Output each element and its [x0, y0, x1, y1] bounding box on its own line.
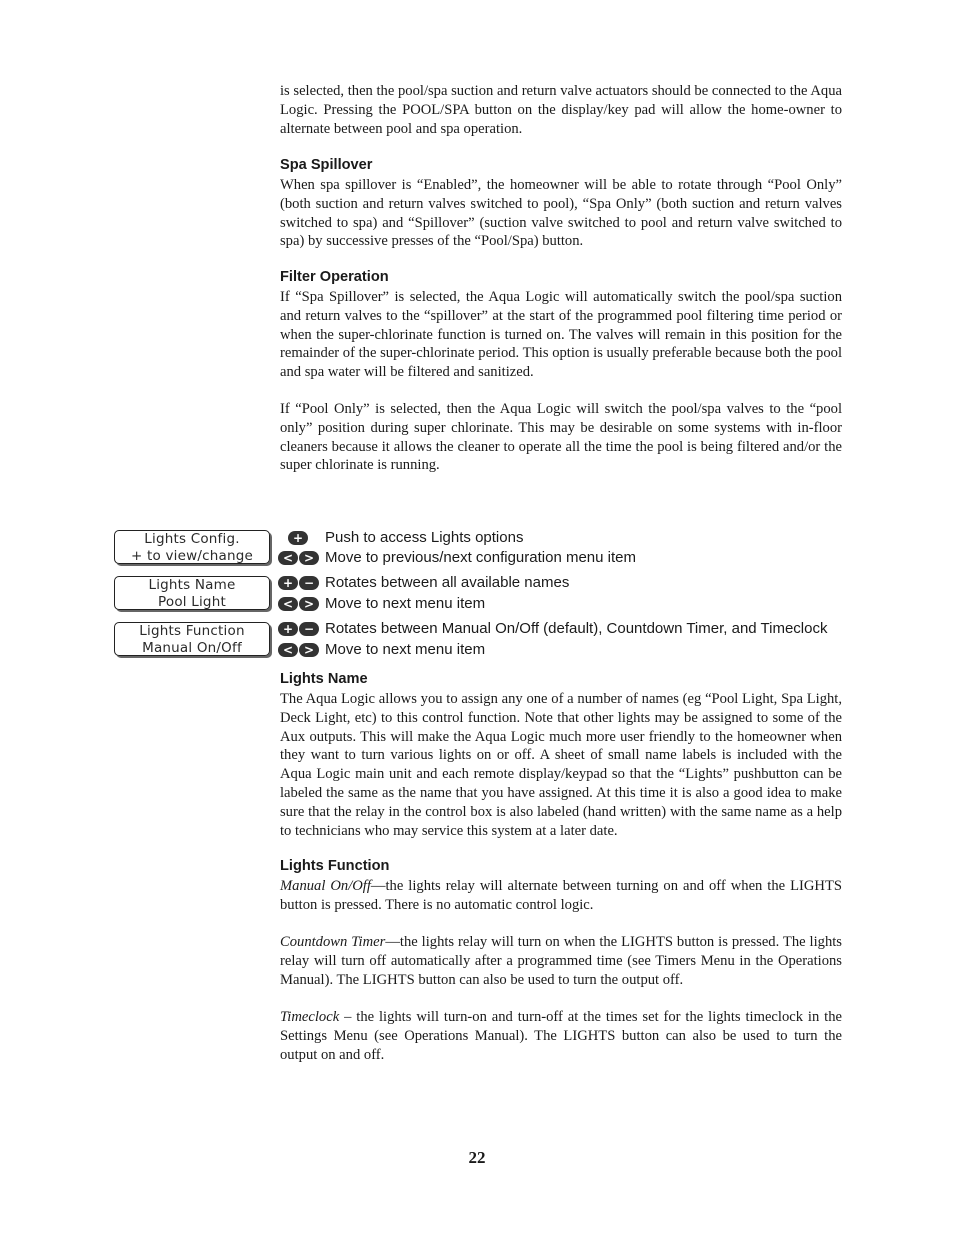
countdown-term: Countdown Timer: [280, 934, 386, 950]
left-right-icons: [278, 643, 322, 659]
minus-key-icon: −: [299, 622, 319, 636]
lcd-line2: Manual On/Off: [142, 640, 242, 656]
lcd-line1: Lights Function: [139, 623, 245, 639]
right-arrow-key-icon: >: [299, 643, 319, 657]
minus-key-icon: −: [299, 576, 319, 590]
lights-function-manual: [280, 877, 842, 915]
instruction-text: Move to next menu item: [325, 641, 486, 658]
timeclock-term: Timeclock: [280, 1009, 340, 1025]
lcd-line2: Pool Light: [158, 594, 226, 610]
lights-function-timeclock: [280, 1008, 842, 1064]
right-arrow-key-icon: >: [299, 551, 319, 565]
plus-key-icon: +: [278, 576, 298, 590]
instruction-text: Push to access Lights options: [325, 529, 524, 546]
lcd-display-lights-config: [114, 530, 270, 564]
timeclock-text: – the lights will turn-on and turn-off at the times set for the lights timeclock in the Settings Menu (see Operations Manual). The LIGHTS button can also be used to turn the output on and off.: [280, 1009, 842, 1063]
filter-operation-para2: If “Pool Only” is selected, then the Aqua Logic will switch the pool/spa valves to the “pool only” position during super chlorinate. This may be desirable on some systems with in-floor cleaners because it allows the cleaner to operate all the time the pool is being filtered and/or the super chlorinate is running.: [280, 401, 842, 474]
filter-operation-para1: If “Spa Spillover” is selected, the Aqua Logic will automatically switch the pool/spa suction and return valves to the “spillover” at the start of the programmed pool filtering time period or when the super-chlorinate function is turned on. The valves will remain in this position for the remainder of the super-chlorinate period. This option is usually preferable because both the pool and spa water will be filtered and sanitized.: [280, 289, 842, 381]
lcd-display-lights-name: [114, 576, 270, 610]
lcd-display-lights-function: [114, 622, 270, 656]
lights-name-body: The Aqua Logic allows you to assign any one of a number of names (eg “Pool Light, Spa Light, Deck Light, etc) to this control function. Note that other lights may be assigned to some of the Aux outputs. This will make the Aqua Logic much more user friendly to the homeowner when they want to turn various lights on or off. A sheet of small name labels is included with the Aqua Logic main unit and each remote display/keypad so that the “Lights” pushbutton can be labeled the same as the name that you have assigned. At this time it is also a good idea to make sure that the relay in the control box is also labeled (hand written) with the same name as a help to technicians who may service this system at a later date.: [280, 691, 842, 839]
instruction-text: Move to next menu item: [325, 595, 486, 612]
plus-minus-icons: [278, 622, 322, 638]
instruction-text: Move to previous/next configuration menu item: [325, 549, 636, 566]
lights-function-heading: Lights Function: [280, 858, 390, 874]
plus-key-icon: +: [288, 531, 308, 545]
spa-spillover-body: When spa spillover is “Enabled”, the homeowner will be able to rotate through “Pool Only” (both suction and return valves switched to pool), “Spa Only” (both suction and return valves switched to spa) and “Spillover” (suction valve switched to pool and return valve switched to spa) by successive presses of the “Pool/Spa) button.: [280, 177, 842, 250]
lcd-line1: Lights Config.: [144, 531, 240, 547]
page-number: 22: [468, 1148, 486, 1167]
right-arrow-key-icon: >: [299, 597, 319, 611]
left-arrow-key-icon: <: [278, 597, 298, 611]
filter-operation-heading: Filter Operation: [280, 269, 389, 285]
left-arrow-key-icon: <: [278, 643, 298, 657]
manual-text: —the lights relay will alternate between turning on and off when the LIGHTS button is pressed. There is no automatic control logic.: [280, 878, 842, 913]
instruction-text: Rotates between Manual On/Off (default), Countdown Timer, and Timeclock: [325, 620, 828, 637]
lcd-line2: + to view/change: [131, 548, 253, 564]
left-right-icons: [278, 597, 322, 613]
intro-paragraph: is selected, then the pool/spa suction and return valve actuators should be connected to the Aqua Logic. Pressing the POOL/SPA button on the display/key pad will allow the home-owner to alternate between pool and spa operation.: [280, 83, 842, 137]
lcd-line1: Lights Name: [148, 577, 236, 593]
left-arrow-key-icon: <: [278, 551, 298, 565]
plus-minus-icons: [278, 576, 322, 592]
lights-name-heading: Lights Name: [280, 671, 368, 687]
manual-term: Manual On/Off: [280, 878, 371, 894]
spa-spillover-heading: Spa Spillover: [280, 157, 373, 173]
instruction-text: Rotates between all available names: [325, 574, 570, 591]
plus-key-icon: +: [278, 622, 298, 636]
lights-function-countdown: [280, 933, 842, 989]
left-right-icons: [278, 551, 322, 567]
countdown-text: —the lights relay will turn on when the LIGHTS button is pressed. The lights relay will turn off automatically after a programmed time (see Timers Menu in the Operations Manual). The LIGHTS button can also be used to turn the output off.: [280, 934, 842, 988]
plus-icon: [278, 531, 322, 547]
